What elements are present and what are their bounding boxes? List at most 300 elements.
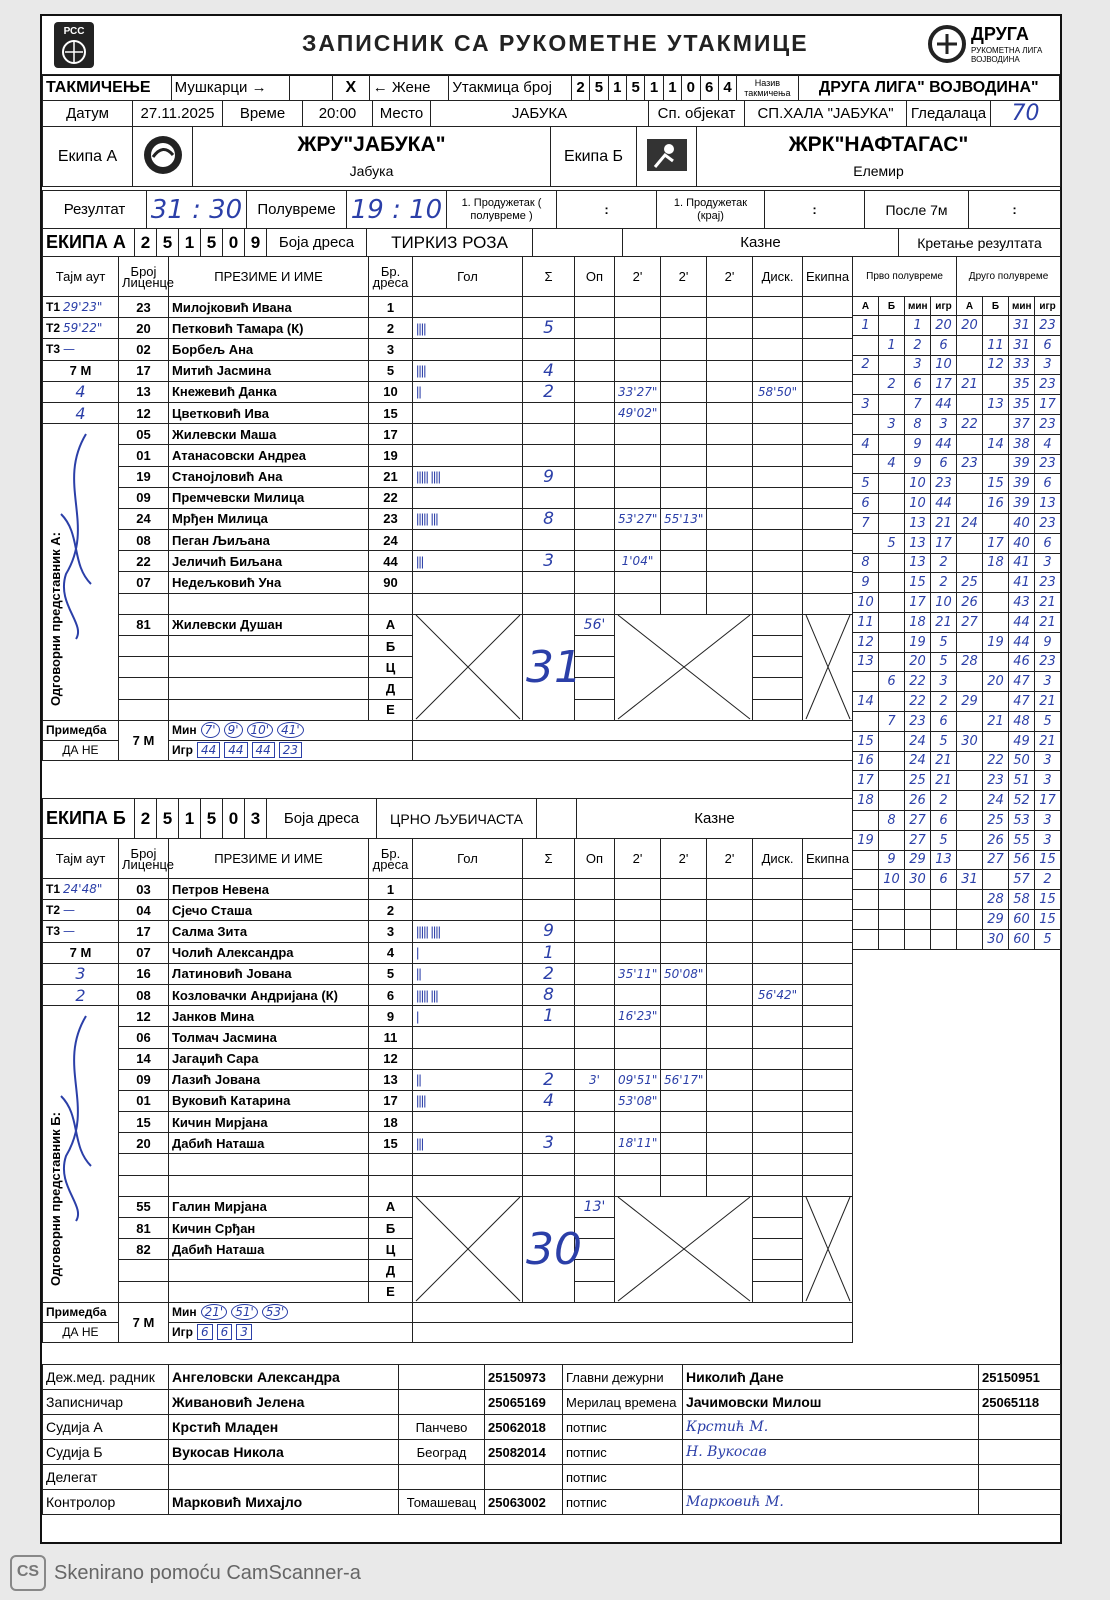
footer-license-2 (979, 1465, 1061, 1490)
suspension-2 (661, 339, 707, 360)
progress-cell: 1 (879, 335, 905, 355)
suspension-1: 33'27" (615, 381, 661, 402)
comp-name-label: Назив такмичења (737, 75, 798, 101)
progress-cell: 15 (1035, 909, 1061, 929)
cell (169, 593, 369, 614)
progress-cell: 24 (905, 751, 931, 771)
date-table (42, 100, 1061, 127)
footer-license: 25082014 (485, 1440, 563, 1465)
col-sum: Σ (523, 839, 575, 879)
official-letter: Б (369, 1218, 413, 1239)
progress-cell: 15 (853, 731, 879, 751)
spectators-value: 70 (991, 101, 1061, 127)
progress-cell: 4 (853, 434, 879, 454)
cell (803, 593, 853, 614)
footer-name-2: Николић Дане (683, 1365, 979, 1390)
second-half-label: Друго полувреме (957, 257, 1061, 297)
player-row (43, 1090, 853, 1111)
footer-name: Крстић Младен (169, 1415, 399, 1440)
player-row (43, 1154, 853, 1175)
player-name: Јанков Мина (169, 1006, 369, 1027)
women-label: ← Жене (369, 75, 449, 101)
suspension-3 (707, 1090, 753, 1111)
progress-cell: 41 (1009, 553, 1035, 573)
suspension-3 (707, 466, 753, 487)
progress-cell: 15 (905, 573, 931, 593)
progress-cell (879, 652, 905, 672)
progress-cell: 25 (983, 810, 1009, 830)
suspension-3 (707, 530, 753, 551)
official-disq (753, 657, 803, 678)
col-timeout: Тајм аут (43, 839, 119, 879)
disqualification (753, 572, 803, 593)
suspension-1: 35'11" (615, 963, 661, 984)
suspension-2 (661, 487, 707, 508)
sevenm-label: 7 M (119, 720, 169, 760)
suspension-3 (707, 1133, 753, 1154)
goal-tally: ||||| ||| (413, 508, 523, 529)
signature: Н. Вукосав (683, 1440, 979, 1465)
progress-head: мин (1009, 297, 1035, 316)
progress-cell (879, 355, 905, 375)
cell (707, 593, 753, 614)
sevenm-player: 44 (252, 742, 275, 758)
progress-cell: 8 (853, 553, 879, 573)
footer-license-2: 25150951 (979, 1365, 1061, 1390)
men-box[interactable] (290, 75, 333, 101)
suspension-3 (707, 360, 753, 381)
official-name (169, 1260, 369, 1281)
match-no-digit: 6 (700, 75, 718, 101)
player-name: Петковић Тамара (К) (169, 318, 369, 339)
progress-cell: 9 (879, 850, 905, 870)
result-label: Резултат (43, 191, 147, 229)
progress-cell: 41 (1009, 573, 1035, 593)
player-row (43, 487, 853, 508)
progress-cell: 39 (1009, 494, 1035, 514)
team-a-name: ЖРУ"ЈАБУКА" (297, 133, 446, 156)
progress-cell: 27 (983, 850, 1009, 870)
suspension-3 (707, 572, 753, 593)
suspension-1: 53'08" (615, 1090, 661, 1111)
first-half-label: Прво полувреме (853, 257, 957, 297)
sevenm-minute: 21' (201, 1304, 228, 1320)
suspension-3 (707, 339, 753, 360)
license-no: 20 (119, 318, 169, 339)
license-no: 22 (119, 551, 169, 572)
progress-cell (983, 513, 1009, 533)
official-letter: Е (369, 699, 413, 720)
cell (753, 1175, 803, 1196)
league-emblem-icon (927, 22, 967, 66)
footer-row (43, 1440, 1061, 1465)
sevenm-igr-label: Игр (172, 743, 193, 758)
col-2min: 2' (615, 839, 661, 879)
progress-cell: 6 (853, 494, 879, 514)
cell (707, 1175, 753, 1196)
disqualification (753, 339, 803, 360)
team-penalty (803, 1027, 853, 1048)
progress-row (853, 929, 1061, 949)
progress-head: Б (983, 297, 1009, 316)
team-b-code-digit: 2 (135, 799, 157, 839)
team-penalty (803, 1133, 853, 1154)
col-name: ПРЕЗИМЕ И ИМЕ (169, 839, 369, 879)
progress-cell (853, 414, 879, 434)
goal-sum: 5 (523, 318, 575, 339)
sevenm-player: 3 (236, 1324, 252, 1340)
team-penalty (803, 530, 853, 551)
cell (369, 593, 413, 614)
timeout-time: 24'48" (63, 882, 103, 897)
progress-cell (853, 850, 879, 870)
official-letter: А (369, 1196, 413, 1217)
progress-cell: 16 (853, 751, 879, 771)
suspension-3 (707, 1069, 753, 1090)
progress-cell: 31 (1009, 335, 1035, 355)
progress-cell (957, 909, 983, 929)
progress-cell: 30 (905, 870, 931, 890)
team-penalty (803, 942, 853, 963)
footer-city (399, 1390, 485, 1415)
cross-box (413, 614, 523, 720)
sevenm-mark: 2 (43, 984, 119, 1005)
footer-role: Деж.мед. радник (43, 1365, 169, 1390)
progress-cell: 21 (1035, 731, 1061, 751)
competition-label: ТАКМИЧЕЊЕ (43, 75, 172, 101)
progress-row (853, 711, 1061, 731)
sevenm-label: 7 M (43, 360, 119, 381)
goal-tally: || (413, 963, 523, 984)
footer-name: Ангеловски Александра (169, 1365, 399, 1390)
progress-cell (879, 632, 905, 652)
license-no: 05 (119, 424, 169, 445)
suspension-3 (707, 424, 753, 445)
col-jersey-no: Бр. дреса (369, 257, 413, 297)
progress-cell: 24 (905, 731, 931, 751)
footer-license: 25062018 (485, 1415, 563, 1440)
official-disq (753, 636, 803, 657)
progress-cell (957, 395, 983, 415)
player-row (43, 339, 853, 360)
team-penalty (803, 487, 853, 508)
goal-sum: 9 (523, 921, 575, 942)
suspension-2 (661, 360, 707, 381)
footer-license: 25065169 (485, 1390, 563, 1415)
team-a-header (42, 228, 1061, 257)
goal-sum: 8 (523, 984, 575, 1005)
progress-row (853, 573, 1061, 593)
suspension-3 (707, 879, 753, 900)
warning (575, 1027, 615, 1048)
cross-box (803, 614, 853, 720)
goal-sum: 8 (523, 508, 575, 529)
progress-cell: 13 (1035, 494, 1061, 514)
note-row (43, 720, 853, 740)
league-logo-subtitle: РУКОМЕТНА ЛИГА ВОЈВОДИНА (971, 46, 1043, 64)
progress-cell (879, 553, 905, 573)
spectators-label: Гледалаца (907, 101, 991, 127)
progress-cell (879, 593, 905, 613)
warning: 3' (575, 1069, 615, 1090)
col-2min: 2' (661, 839, 707, 879)
progress-cell: 5 (931, 830, 957, 850)
progress-cell: 29 (905, 850, 931, 870)
progress-cell: 2 (1035, 870, 1061, 890)
goal-tally (413, 297, 523, 318)
footer-name: Живановић Јелена (169, 1390, 399, 1415)
sevenm-label: 7 M (119, 1302, 169, 1342)
col-disq: Диск. (753, 257, 803, 297)
goal-tally (413, 572, 523, 593)
disqualification (753, 1069, 803, 1090)
jersey-no: 12 (369, 1048, 413, 1069)
cell (523, 593, 575, 614)
progress-cell: 27 (905, 830, 931, 850)
progress-cell: 10 (879, 870, 905, 890)
progress-cell: 3 (853, 395, 879, 415)
progress-cell: 10 (853, 593, 879, 613)
progress-cell: 19 (853, 830, 879, 850)
official-name (169, 678, 369, 699)
progress-cell: 18 (983, 553, 1009, 573)
jersey-no: 24 (369, 530, 413, 551)
col-jersey-no: Бр. дреса (369, 839, 413, 879)
progress-row (853, 513, 1061, 533)
progress-cell: 2 (931, 553, 957, 573)
col-2min: 2' (661, 257, 707, 297)
goal-tally (413, 1154, 523, 1175)
warning (575, 1006, 615, 1027)
team-penalty (803, 879, 853, 900)
goal-tally (413, 1048, 523, 1069)
suspension-2 (661, 1048, 707, 1069)
place-value: ЈАБУКА (431, 101, 649, 127)
progress-cell (853, 909, 879, 929)
progress-cell: 10 (905, 474, 931, 494)
team-penalty (803, 402, 853, 423)
svg-text:РСС: РСС (63, 26, 85, 37)
suspension-2 (661, 297, 707, 318)
progress-cell (879, 612, 905, 632)
team-b-jersey: ЦРНО ЉУБИЧАСТА (377, 799, 537, 839)
goal-sum (523, 900, 575, 921)
men-label: Мушкарци → (171, 75, 289, 101)
official-license (119, 636, 169, 657)
team-a-code-digit: 2 (135, 229, 157, 257)
progress-cell (957, 355, 983, 375)
suspension-3 (707, 963, 753, 984)
cell (615, 593, 661, 614)
progress-cell (879, 494, 905, 514)
footer-name-2: Јачимовски Милош (683, 1390, 979, 1415)
sevenm-minute: 53' (262, 1304, 289, 1320)
player-row (43, 1069, 853, 1090)
official-name (169, 1281, 369, 1302)
footer-city (399, 1365, 485, 1390)
progress-row (853, 316, 1061, 336)
suspension-2 (661, 942, 707, 963)
jersey-no: 11 (369, 1027, 413, 1048)
sevenm-igr-cell (169, 1322, 413, 1342)
suspension-2: 55'13" (661, 508, 707, 529)
team-b-code-digit: 5 (157, 799, 179, 839)
progress-cell: 58 (1009, 890, 1035, 910)
progress-cell: 21 (1035, 593, 1061, 613)
cross-box (803, 1196, 853, 1302)
suspension-2: 50'08" (661, 963, 707, 984)
progress-cell (905, 890, 931, 910)
jersey-no: 21 (369, 466, 413, 487)
jersey-no: 5 (369, 360, 413, 381)
goal-tally: || (413, 1069, 523, 1090)
player-name: Козловачки Андријана (К) (169, 984, 369, 1005)
progress-cell (879, 771, 905, 791)
team-b-crest-icon (645, 137, 689, 173)
warning (575, 530, 615, 551)
progress-cell: 6 (931, 335, 957, 355)
progress-cell: 40 (1009, 533, 1035, 553)
team-penalty (803, 466, 853, 487)
col-license: Број Лиценце (119, 257, 169, 297)
timeout-cell (43, 921, 119, 942)
goal-sum: 3 (523, 1133, 575, 1154)
league-logo-title: ДРУГА (971, 24, 1029, 44)
goal-tally: || (413, 381, 523, 402)
progress-cell (931, 890, 957, 910)
warning (575, 963, 615, 984)
warning (575, 572, 615, 593)
goal-tally: | (413, 942, 523, 963)
progress-head-row (853, 297, 1061, 316)
team-penalty (803, 445, 853, 466)
footer-license-2 (979, 1440, 1061, 1465)
player-row (43, 402, 853, 423)
sevenm-min-label: Мин (172, 1305, 197, 1320)
license-no: 09 (119, 1069, 169, 1090)
half-label: Полувреме (247, 191, 347, 229)
player-name: Кнежевић Данка (169, 381, 369, 402)
disqualification (753, 1090, 803, 1111)
score-sheet (40, 14, 1062, 1544)
warning (575, 381, 615, 402)
player-name: Петров Невена (169, 879, 369, 900)
jersey-no: 15 (369, 402, 413, 423)
disqualification (753, 1048, 803, 1069)
goal-sum (523, 424, 575, 445)
progress-cell: 6 (1035, 533, 1061, 553)
player-row (43, 297, 853, 318)
col-team: Екипна (803, 257, 853, 297)
footer-role: Контролор (43, 1490, 169, 1515)
official-disq (753, 1260, 803, 1281)
team-penalty (803, 508, 853, 529)
suspension-1: 1'04" (615, 551, 661, 572)
progress-cell: 3 (1035, 751, 1061, 771)
team-penalty (803, 339, 853, 360)
progress-cell: 35 (1009, 375, 1035, 395)
progress-cell (931, 909, 957, 929)
progress-cell: 6 (1035, 335, 1061, 355)
progress-cell: 21 (1035, 612, 1061, 632)
goal-sum: 1 (523, 1006, 575, 1027)
goal-sum: 2 (523, 1069, 575, 1090)
timeout-id: T3 (46, 924, 61, 939)
progress-cell: 3 (879, 414, 905, 434)
suspension-1 (615, 487, 661, 508)
team-penalty (803, 1112, 853, 1133)
license-no: 12 (119, 1006, 169, 1027)
match-no-digit: 5 (590, 75, 608, 101)
progress-cell: 11 (983, 335, 1009, 355)
col-goals: Гол (413, 257, 523, 297)
footer-name (169, 1465, 399, 1490)
officials-footer (42, 1364, 1061, 1515)
progress-cell: 8 (879, 810, 905, 830)
women-x-mark[interactable]: X (332, 75, 369, 101)
progress-row (853, 434, 1061, 454)
cell (661, 593, 707, 614)
progress-head: Б (879, 297, 905, 316)
progress-cell: 60 (1009, 929, 1035, 949)
license-no: 09 (119, 487, 169, 508)
suspension-2 (661, 1133, 707, 1154)
suspension-3 (707, 921, 753, 942)
goal-sum (523, 572, 575, 593)
progress-row (853, 414, 1061, 434)
progress-cell: 13 (905, 553, 931, 573)
warning (575, 942, 615, 963)
progress-cell (957, 771, 983, 791)
player-name: Жилевски Маша (169, 424, 369, 445)
warning (575, 984, 615, 1005)
progress-cell: 26 (957, 593, 983, 613)
official-row (43, 1196, 853, 1217)
progress-row (853, 474, 1061, 494)
match-no-digit: 2 (571, 75, 589, 101)
disqualification: 58'50" (753, 381, 803, 402)
jersey-no: 44 (369, 551, 413, 572)
progress-cell: 35 (1009, 395, 1035, 415)
progress-cell: 17 (853, 771, 879, 791)
progress-row (853, 652, 1061, 672)
goal-sum (523, 1027, 575, 1048)
cell (753, 593, 803, 614)
progress-cell: 48 (1009, 711, 1035, 731)
player-row (43, 984, 853, 1005)
official-disq (753, 1218, 803, 1239)
disqualification (753, 1154, 803, 1175)
footer-license-2 (979, 1415, 1061, 1440)
team-penalty (803, 1154, 853, 1175)
progress-cell: 16 (983, 494, 1009, 514)
goal-sum (523, 445, 575, 466)
warning (575, 402, 615, 423)
timeout-id: T1 (46, 300, 61, 315)
progress-cell: 6 (1035, 474, 1061, 494)
license-no: 02 (119, 339, 169, 360)
footer-role: Делегат (43, 1465, 169, 1490)
license-no: 07 (119, 572, 169, 593)
progress-cell (957, 929, 983, 949)
match-no-digit: 5 (627, 75, 645, 101)
suspension-1 (615, 466, 661, 487)
footer-role-2: потпис (563, 1490, 683, 1515)
goal-tally (413, 339, 523, 360)
progress-cell: 3 (931, 414, 957, 434)
player-name: Чолић Александра (169, 942, 369, 963)
progress-cell: 13 (931, 850, 957, 870)
